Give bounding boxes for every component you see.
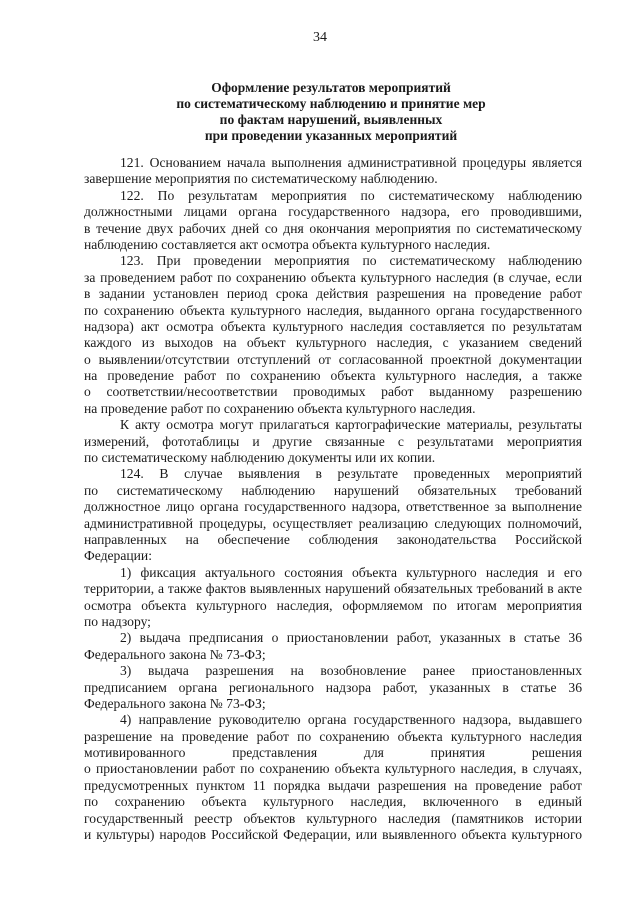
paragraph-line: 4) направление руководителю органа государственного надзора, выдавшего <box>120 712 582 728</box>
paragraph-line: по сохранению объекта культурного наследия, выданного органа государственного <box>84 302 582 318</box>
paragraph-line: о соответствии/несоответствии проводимых работ выданному разрешению <box>84 384 582 400</box>
paragraph-line: государственный реестр объектов культурного наследия (памятников истории <box>84 810 582 826</box>
paragraph-line: 1) фиксация актуального состояния объекта культурного наследия и его <box>120 564 582 580</box>
paragraph-line: 121. Основанием начала выполнения административной процедуры является <box>120 155 582 170</box>
paragraph-line: предписанием органа регионального надзора работ, указанных в статье 36 <box>84 679 582 695</box>
paragraph-line: К акту осмотра могут прилагаться картографические материалы, результаты <box>120 417 582 433</box>
paragraph-line: Федерального закона № 73-ФЗ; <box>84 695 266 711</box>
paragraph-line: о выявлении/отсутствии отступлений от согласованной проектной документации <box>84 351 582 367</box>
paragraph-line: 2) выдача предписания о приостановлении работ, указанных в статье 36 <box>120 630 582 646</box>
paragraph-line: каждого из выходов на объект культурного наследия, с указанием сведений <box>84 335 582 351</box>
paragraph <box>84 663 582 712</box>
paragraph-line: по сохранению объекта культурного наследия, включенного в единый <box>84 794 582 810</box>
paragraph-line: о приостановлении работ по сохранению объекта культурного наследия, в случаях, <box>84 761 582 777</box>
paragraph-line: 3) выдача разрешения на возобновление ранее приостановленных <box>120 663 582 679</box>
paragraph-line: 122. По результатам мероприятия по систематическому наблюдению <box>120 187 582 203</box>
document-body <box>84 155 582 843</box>
paragraph-line: направленных на обеспечение соблюдения законодательства Российской <box>84 531 582 547</box>
paragraph-line: Федерального закона № 73-ФЗ; <box>84 646 266 662</box>
paragraph-line: за проведением работ по сохранению объекта культурного наследия (в случае, если <box>84 269 582 285</box>
paragraph-line: на проведение работ по сохранению объекта культурного наследия. <box>84 400 476 416</box>
paragraph <box>84 712 582 843</box>
paragraph <box>84 253 582 417</box>
paragraph-line: по систематическому наблюдению документы или их копии. <box>84 450 436 466</box>
heading-line: по фактам нарушений, выявленных <box>219 112 443 127</box>
paragraph-line: 123. При проведении мероприятия по систематическому наблюдению <box>120 253 582 269</box>
paragraph-line: и культуры) народов Российской Федерации, или выявленного объекта культурного <box>84 827 582 843</box>
paragraph <box>84 155 582 188</box>
heading-line: Оформление результатов мероприятий <box>211 80 451 95</box>
paragraph-line: в течение двух рабочих дней со дня окончания мероприятия по систематическому <box>84 220 582 236</box>
paragraph-line: в задании установлен период срока действия разрешения на проведение работ <box>84 286 582 302</box>
paragraph-line: предусмотренных пунктом 11 порядка выдачи разрешения на проведение работ <box>84 777 582 793</box>
paragraph <box>84 466 582 564</box>
paragraph-line: Федерации: <box>84 548 152 564</box>
paragraph-line: мотивированного представления для принятия решения <box>84 745 582 761</box>
paragraph <box>84 188 582 254</box>
section-heading <box>80 80 582 144</box>
paragraph-line: должностными лицами органа государственного надзора, его проводившими, <box>84 204 582 220</box>
paragraph-line: должностное лицо органа государственного надзора, ответственное за выполнение <box>84 499 582 515</box>
paragraph-line: территории, а также фактов выявленных нарушений обязательных требований в акте <box>84 581 582 597</box>
paragraph-line: измерений, фототаблицы и другие связанные с результатами мероприятия <box>84 433 582 449</box>
paragraph-line: завершение мероприятия по систематическому наблюдению. <box>84 171 438 187</box>
page-number: 34 <box>313 30 327 45</box>
paragraph-line: осмотра объекта культурного наследия, оформляемом по итогам мероприятия <box>84 597 582 613</box>
paragraph-line: 124. В случае выявления в результате проведенных мероприятий <box>120 466 582 482</box>
paragraph-line: наблюдению составляется акт осмотра объекта культурного наследия. <box>84 236 491 252</box>
paragraph-line: на проведение работ по сохранению объекта культурного наследия, а также <box>84 368 582 384</box>
heading-line: по систематическому наблюдению и принятие мер <box>176 96 486 111</box>
paragraph-line: по надзору; <box>84 613 151 629</box>
paragraph <box>84 630 582 663</box>
heading-line: при проведении указанных мероприятий <box>204 128 458 143</box>
paragraph-line: надзора) акт осмотра объекта культурного наследия составляется по результатам <box>84 318 582 334</box>
paragraph <box>84 417 582 466</box>
paragraph-line: административной процедуры, осуществляет реализацию следующих полномочий, <box>84 515 582 531</box>
paragraph <box>84 565 582 631</box>
paragraph-line: разрешение на проведение работ по сохранению объекта культурного наследия <box>84 728 582 744</box>
paragraph-line: по систематическому наблюдению нарушений обязательных требований <box>84 482 582 498</box>
